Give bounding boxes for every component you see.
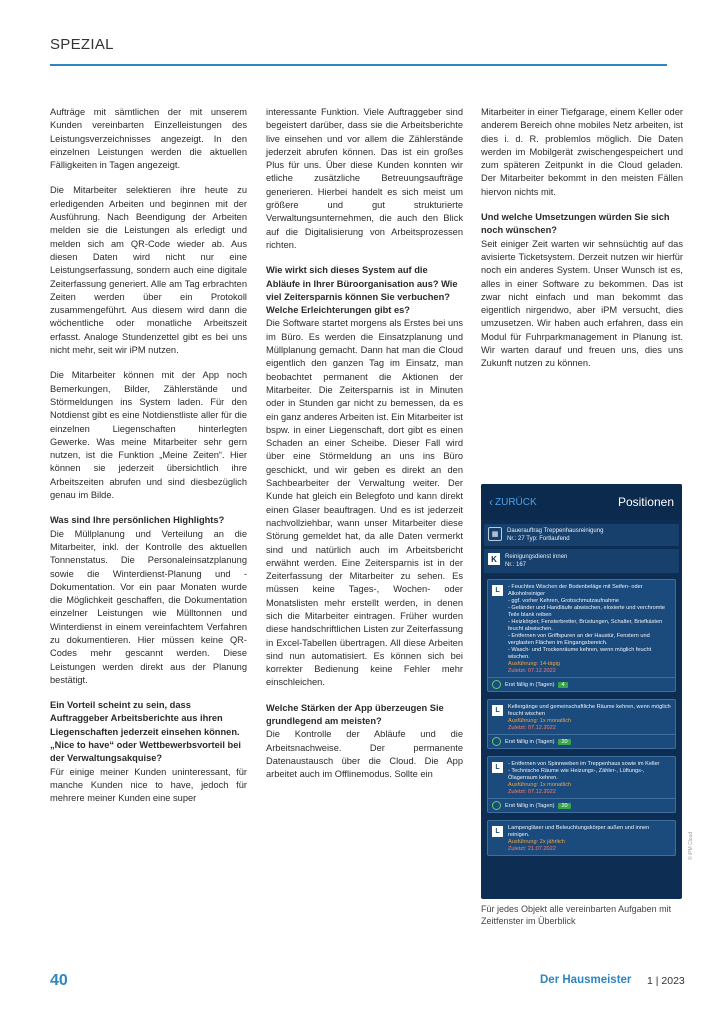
paragraph: Mitarbeiter in einer Tiefgarage, einem Keller oder anderem Bereich ohne mobiles Netz arbeiten, ist dies i. d. R. problemlos möglich. Die Daten werden im Mobilgerät zwischengespeichert und zum späteren Zeitpunkt in die Cloud geladen. Der Mitarbeiter bekommt in den meisten Fällen hiervon nichts mit. [481, 107, 683, 197]
app-topbar [481, 484, 682, 520]
task-line: - Feuchtes Wischen der Bodenbeläge mit Seifen- oder Alkoholreiniger [508, 584, 643, 597]
paragraph: Die Kontrolle der Abläufe und die Arbeitsnachweise. Der permanente Datenaustausch über die Cloud. Die App arbeitet auch im Offlinemodus. Sollte ein [266, 729, 463, 780]
back-label: ZURÜCK [495, 496, 537, 508]
due-row [488, 677, 675, 691]
due-days-badge: 20 [558, 739, 570, 745]
object-number: Nr.: 167 [505, 562, 527, 568]
position-card[interactable] [487, 579, 676, 692]
due-row [488, 798, 675, 812]
execution-interval: Ausführung: 1x monatlich [508, 718, 572, 724]
paragraph: Aufträge mit sämtlichen der mit unserem Kunden vereinbarten Einzelleistungen des Leistungsverzeichnisses angezeigt. In den einzelnen Leistungen werden die aktuellen Fälligkeiten in Tagen angezeigt. [50, 107, 247, 171]
task-line: - Geländer und Handläufe abwischen, eloxierte und verchromte Teile blank reiben [508, 605, 666, 618]
clock-icon [492, 801, 501, 810]
due-days-badge: 20 [558, 803, 570, 809]
question-heading: Und welche Umsetzungen würden Sie sich noch wünschen? [481, 212, 670, 236]
calendar-icon: ▦ [488, 527, 502, 541]
task-line: - ggf. vorher Kehren, Grobschmutzaufnahme [508, 598, 619, 604]
task-line: - Entfernen von Spinnweben im Treppenhaus sowie im Keller [508, 761, 660, 767]
question-heading: Ein Vorteil scheint zu sein, dass Auftraggeber Arbeitsberichte aus ihren Liegenschaften jederzeit einsehen können. „Nice to have“ oder Wettbewerbsvorteil bei der Verwaltungsakquise? [50, 700, 241, 764]
last-done: Zuletzt: 21.07.2022 [508, 846, 556, 852]
paragraph: Seit einiger Zeit warten wir sehnsüchtig auf das avisierte Ticketsystem. Derzeit nutzen wir hierfür noch ein anderes System. Unser Wunsch ist es, alles in einer Software zu bekommen. Das ist zwar nicht einfach und man bekommt das eigentlich nirgendwo, aber iPM versucht, dies umzusetzen. Wir haben auch erfahren, dass ein Modul für Fuhrparkmanagement in Planung ist. Wir warten darauf und freuen uns, dies uns Zukunft nutzen zu können. [481, 238, 683, 369]
clock-icon [492, 680, 501, 689]
app-screenshot [481, 484, 682, 899]
paragraph: Die Mitarbeiter können mit der App noch Bemerkungen, Bilder, Zählerstände und Störmeldungen ins System laden. Für den Notdienst gibt es eine Notdienstliste aller für die einzelnen Liegenschaften hinterlegten Gewerke. Was meine Mitarbeiter sehr gern nutzen, ist die Funktion „Meine Zeiten“. Hier können sie jederzeit übersichtlich ihre Arbeitszeiten abrufen und sind diesbezüglich genau im Bilde. [50, 370, 247, 501]
question-heading: Wie wirkt sich dieses System auf die Abläufe in Ihrer Büroorganisation aus? Wie viel Zeitersparnis können Sie verbuchen? Welche Erleichterungen gibt es? [266, 265, 458, 316]
last-done: Zuletzt: 07.12.2022 [508, 725, 556, 731]
position-card[interactable] [487, 756, 676, 813]
chevron-left-icon: ‹ [489, 495, 493, 509]
paragraph: Die Software startet morgens als Erstes bei uns im Büro. Es werden die Einsatzplanung und Müllplanung gemacht. Dann hat man die Cloud eigentlich den ganzen Tag im Einsatz, man beobachtet permanent die Aktionen der Mitarbeiter. Die Zeitersparnis ist in Minuten oder in Stunden gar nicht zu bemessen, da es ein ganz anderes Arbeiten ist. Ein Mitarbeiter ist bspw. in einer Liegenschaft, dort gibt es einen Schaden an einer Scheibe. Dieser Fall wird über eine Störmeldung an uns ins Büro geschickt, und wir geben es direkt an den Sachbearbeiter der Verwaltung weiter. Der Kunde hat gleich ein Belegfoto und kann direkt einen Glaser beauftragen. Und es ist jederzeit nachvollziehbar, wann unser Mitarbeiter diese Störung gemeldet hat, da alle Daten vermerkt sind und natürlich auch im Arbeitsbericht erwähnt werden. Eine Zeitersparnis ist in der Zeiterfassung der Mitarbeiter zu sehen. Es müssen keine Tages-, Wochen- oder Monatslisten mehr erstellt werden, in denen sich die Mitarbeiter eintragen. Früher wurden diese handschriftlichen Listen zur Zeiterfassung in Excel-Tabellen übertragen. All diese Arbeiten sind nun automatisiert. Es können sich bei korrekter Bedienung keine Fehler mehr einschleichen. [266, 318, 463, 688]
job-name: Dauerauftrag Treppenhausreinigung [507, 528, 604, 534]
task-line: - Technische Räume wie Heizungs-, Zähler-, Lüftungs-, Ölagerraum kehren. [508, 768, 645, 781]
magazine-name: Der Hausmeister [540, 974, 632, 986]
position-card[interactable] [487, 699, 676, 749]
execution-interval: Ausführung: 2x jährlich [508, 839, 565, 845]
due-row [488, 734, 675, 748]
object-badge: K [488, 553, 500, 565]
task-line: Kellergänge und gemeinschaftliche Räume kehren, wenn möglich feucht wischen [508, 704, 671, 717]
due-label: Erst fällig in (Tagen) [505, 681, 555, 688]
issue-number: 1 | 2023 [647, 975, 685, 987]
header-rule [50, 64, 667, 66]
due-label: Erst fällig in (Tagen) [505, 802, 555, 809]
last-done: Zuletzt: 07.12.2022 [508, 789, 556, 795]
position-card[interactable] [487, 820, 676, 856]
last-done: Zuletzt: 07.12.2022 [508, 668, 556, 674]
back-button[interactable] [489, 495, 537, 509]
task-line: Lampengläser und Beleuchtungskörper außen und innen reinigen. [508, 825, 650, 838]
paragraph: Die Müllplanung und Verteilung an die Mitarbeiter, inkl. der Kontrolle des aktuellen Tonnenstatus. Die Personaleinsatzplanung sowie die Winterdienst-Planung und -Dokumentation. Vor ein paar Monaten wurde die Möglichkeit geschaffen, die Dokumentation einzelner Leistungen wie Mülltonnen und Winterdienst in einem vereinfachtem Verfahren zu dokumentieren. Hier müssen keine QR-Codes mehr gescannt werden. Diese Leistungen werden direkt aus der Planung bestätigt. [50, 528, 247, 685]
position-list [481, 579, 682, 856]
due-label: Erst fällig in (Tagen) [505, 738, 555, 745]
service-badge: L [492, 585, 503, 596]
app-title: Positionen [617, 495, 674, 509]
task-line: - Heizkörper, Fensterbretter, Brüstungen, Schalter, Briefkästen feucht abwischen. [508, 619, 663, 632]
object-header[interactable] [484, 549, 679, 573]
paragraph: Für einige meiner Kunden uninteressant, für manche Kunden nice to have, jedoch für mehrere meiner Kunden eine super [50, 766, 247, 804]
clock-icon [492, 737, 501, 746]
text-column-3 [481, 106, 683, 383]
paragraph: interessante Funktion. Viele Auftraggeber sind begeistert darüber, dass sie die Arbeitsberichte live einsehen und vor allem die Zählerstände jederzeit abrufen können. Das ist ein großes Plus für uns. Über diese Kunden konnten wir etliche zusätzliche Betreuungsaufträge generieren. Hierbei handelt es sich meist um größere und gut strukturierte Verwaltungsunternehmen, die auch den Blick auf die Digitalisierung von Arbeitsprozessen richten. [266, 107, 463, 250]
image-caption: Für jedes Objekt alle vereinbarten Aufgaben mit Zeitfenster im Überblick [481, 904, 672, 926]
object-name: Reinigungsdienst innen [505, 554, 568, 560]
service-badge: L [492, 826, 503, 837]
due-days-badge: 4 [558, 682, 567, 688]
section-title: SPEZIAL [50, 36, 114, 53]
page-number: 40 [50, 972, 68, 989]
text-column-2 [266, 106, 463, 794]
task-line: - Entfernen von Griffspuren an der Haustür, Fenstern und verglasten Flächen im Eingangsbereich. [508, 633, 650, 646]
question-heading: Was sind Ihre persönlichen Highlights? [50, 515, 225, 526]
service-badge: L [492, 705, 503, 716]
paragraph: Die Mitarbeiter selektieren ihre heute zu erledigenden Arbeiten und beginnen mit der Ausführung. Nach Beendigung der Arbeiten melden sie die Leistungen als erledigt und melden sich am QR-Code wieder ab. Aus diesen Daten wird nicht nur eine Leistungserfassung, sondern auch eine digitale Zeiterfassung generiert. Alle am Tag erbrachten Zeiten werden über ein Protokoll zusammengeführt. Aus diesem wird dann die wöchentliche oder monatliche Arbeitszeit erfasst. Analoge Stundenzettel gibt es bei uns nicht mehr, seit wir iPM nutzen. [50, 185, 247, 356]
task-line: - Wasch- und Trockenräume kehren, wenn möglich feucht wischen. [508, 647, 652, 660]
text-column-1 [50, 106, 247, 818]
question-heading: Welche Stärken der App überzeugen Sie grundlegend am meisten? [266, 702, 444, 727]
job-meta: Nr.: 27 Typ: Fortlaufend [507, 536, 570, 542]
service-badge: L [492, 762, 503, 773]
execution-interval: Ausführung: 1x monatlich [508, 782, 572, 788]
copyright-watermark: © iPM Cloud [688, 831, 694, 860]
job-header[interactable] [484, 524, 679, 546]
execution-interval: Ausführung: 14-tägig [508, 661, 560, 667]
